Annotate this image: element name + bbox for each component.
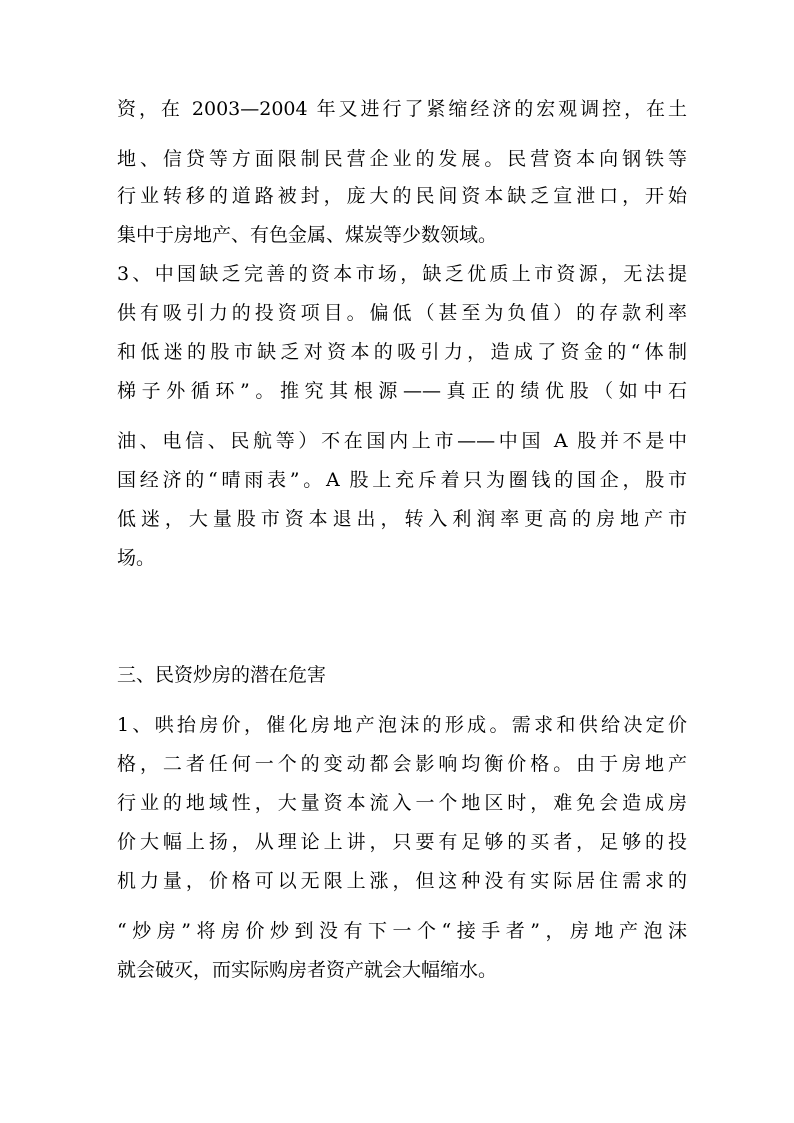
text-line: 行业的地域性，大量资本流入一个地区时，难免会造成房 bbox=[117, 792, 687, 814]
text-line: 行业转移的道路被封，庞大的民间资本缺乏宣泄口，开始 bbox=[117, 185, 687, 207]
text-line: 场。 bbox=[117, 547, 156, 569]
text-line: 地、信贷等方面限制民营企业的发展。民营资本向钢铁等 bbox=[117, 148, 687, 170]
text-line: 格，二者任何一个的变动都会影响均衡价格。由于房地产 bbox=[117, 753, 687, 775]
text-line: 机力量，价格可以无限上涨，但这种没有实际居住需求的 bbox=[117, 870, 687, 892]
text-line: 就会破灭，而实际购房者资产就会大幅缩水。 bbox=[117, 959, 498, 981]
text-line: 价大幅上扬，从理论上讲，只要有足够的买者，足够的投 bbox=[117, 831, 687, 853]
text-line: 1、哄抬房价，催化房地产泡沫的形成。需求和供给决定价 bbox=[117, 714, 687, 736]
text-line: “炒房”将房价炒到没有下一个“接手者”，房地产泡沫 bbox=[117, 920, 687, 942]
text-line: 低迷，大量股市资本退出，转入利润率更高的房地产市 bbox=[117, 508, 687, 530]
text-line: 集中于房地产、有色金属、煤炭等少数领域。 bbox=[117, 224, 498, 246]
text-line: 供有吸引力的投资项目。偏低（甚至为负值）的存款利率 bbox=[117, 302, 687, 324]
section-heading: 三、民资炒房的潜在危害 bbox=[117, 664, 327, 686]
text-line: 梯子外循环”。推究其根源——真正的绩优股（如中石 bbox=[117, 380, 687, 402]
text-line: 资，在 2003—2004 年又进行了紧缩经济的宏观调控，在土 bbox=[117, 98, 687, 120]
text-line: 和低迷的股市缺乏对资本的吸引力，造成了资金的“体制 bbox=[117, 341, 687, 363]
text-line: 3、中国缺乏完善的资本市场，缺乏优质上市资源，无法提 bbox=[117, 263, 687, 285]
text-line: 国经济的“晴雨表”。A 股上充斥着只为圈钱的国企，股市 bbox=[117, 469, 687, 491]
text-line: 油、电信、民航等）不在国内上市——中国 A 股并不是中 bbox=[117, 430, 687, 452]
